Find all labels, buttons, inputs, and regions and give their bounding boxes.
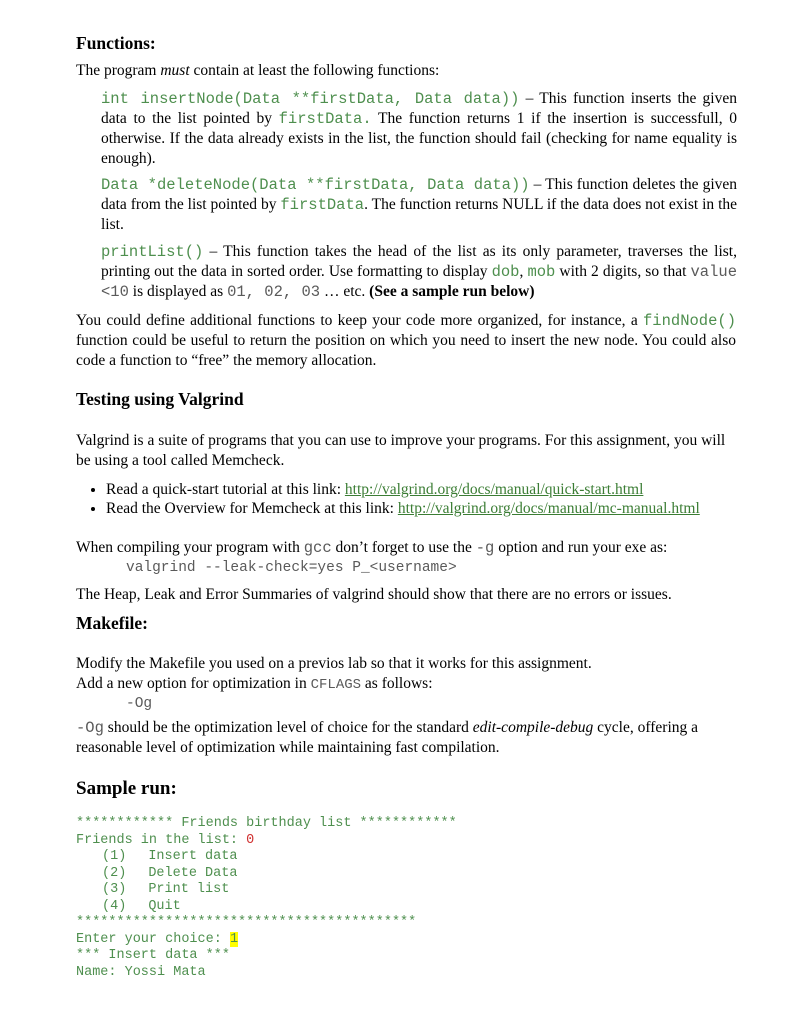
functions-intro: The program must contain at least the following functions: (76, 62, 440, 79)
compile-instructions: When compiling your program with gcc don’t forget to use the -g option and run your exe as: (76, 539, 668, 557)
makefile-description: -Og should be the optimization level of choice for the standard edit-compile-debug cycle, offering a reasonable level of optimization while maintaining fast compilation. (76, 719, 699, 756)
list-item: • Read a quick-start tutorial at this link: http://valgrind.org/docs/manual/quick-start.html (106, 480, 736, 499)
menu-item: (4) Quit (102, 898, 181, 914)
valgrind-intro: Valgrind is a suite of programs that you can use to improve your programs. For this assignment, you will be using a tool called Memcheck. (76, 432, 726, 469)
menu-item: (1) Insert data (102, 849, 238, 864)
friends-count-line: Friends in the list: 0 (76, 832, 255, 848)
insert-node-description: int insertNode(Data **firstData, Data data)) – This function inserts the given data to the list pointed by firstData. The function returns 1 if the insertion is successfull, 0 otherwise. If the data already exists in the list, the function should fail (checking for name equality is enough). (101, 90, 737, 167)
valgrind-links (76, 480, 736, 518)
valgrind-summary: The Heap, Leak and Error Summaries of valgrind should show that there are no errors or issues. (76, 586, 672, 603)
menu-item: (3) Print list (102, 882, 230, 897)
quick-start-link[interactable]: http://valgrind.org/docs/manual/quick-start.html (344, 481, 644, 498)
print-list-signature: printList() (101, 243, 204, 261)
delete-node-description: Data *deleteNode(Data **firstData, Data data)) – This function deletes the given data from the list pointed by firstData. The function returns NULL if the data does not exist in the list. (101, 176, 738, 233)
menu-item: (2) Delete Data (102, 865, 238, 881)
menu-list (76, 849, 736, 915)
makefile-line1: Modify the Makefile you used on a previos lab so that it works for this assignment. (76, 655, 592, 672)
console-banner: ************ Friends birthday list ************ (76, 816, 457, 831)
name-line: Name: Yossi Mata (76, 964, 206, 980)
makefile-option: -Og (126, 696, 153, 712)
delete-node-signature: Data *deleteNode(Data **firstData, Data data)) (101, 176, 530, 194)
functions-heading (76, 33, 736, 54)
choice-prompt: Enter your choice: 1 (76, 931, 239, 947)
section-heading: Functions: (76, 33, 156, 53)
console-separator: ****************************************** (76, 915, 417, 930)
insert-node-signature: int insertNode(Data **firstData, Data data)) (101, 90, 520, 108)
insert-banner: *** Insert data *** (76, 948, 230, 963)
section-heading: Testing using Valgrind (76, 389, 244, 409)
list-item: • Read the Overview for Memcheck at this link: http://valgrind.org/docs/manual/mc-manual.html (106, 499, 736, 518)
section-heading: Makefile: (76, 613, 148, 633)
valgrind-heading (76, 389, 736, 410)
makefile-heading (76, 613, 736, 634)
sample-run-heading (76, 778, 736, 800)
section-heading: Sample run: (76, 778, 177, 799)
makefile-line2: Add a new option for optimization in CFLAGS as follows: (76, 675, 433, 693)
memcheck-link[interactable]: http://valgrind.org/docs/manual/mc-manual.html (397, 500, 700, 517)
extra-functions-paragraph: You could define additional functions to keep your code more organized, for instance, a findNode() function could be useful to return the position on which you need to insert the new node. You could also code a function to “free” the memory allocation. (76, 312, 736, 369)
sample-run-console (76, 816, 736, 981)
valgrind-command: valgrind --leak-check=yes P_<username> (126, 560, 457, 576)
print-list-description: printList() – This function takes the head of the list as its only parameter, traverses the list, printing out the data in sorted order. Use formatting to display dob, mob with 2 digits, so that value <10 is displayed as 01, 02, 03 … etc. (See a sample run below) (101, 243, 738, 301)
